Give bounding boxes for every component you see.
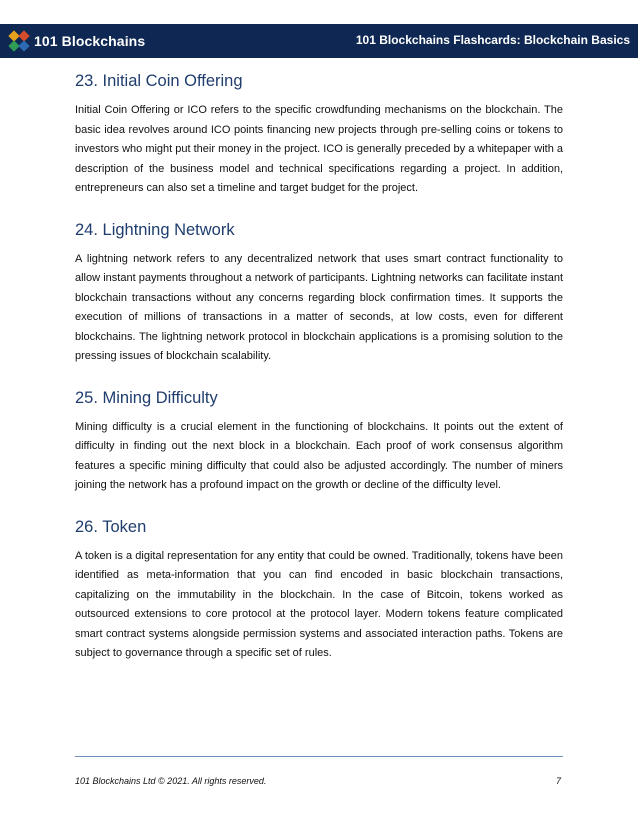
footer-divider bbox=[75, 756, 563, 757]
section-title: 26. Token bbox=[75, 517, 147, 536]
logo bbox=[8, 29, 145, 53]
footer-copyright: 101 Blockchains Ltd © 2021. All rights reserved. bbox=[75, 776, 267, 786]
section-body: A lightning network refers to any decentralized network that uses smart contract functionality to allow instant payments throughout a network of participants. Lightning networks can facilitate instant blockchain transactions without any concerns regarding block confirmation times. It supports the execution of millions of transactions in a matter of seconds, at low costs, even for different blockchains. The lightning network protocol in blockchain applications is a promising solution to the pressing issues of blockchain scalability. bbox=[75, 252, 563, 362]
header-title: 101 Blockchains Flashcards: Blockchain Basics bbox=[355, 33, 630, 47]
section-body: Mining difficulty is a crucial element in the functioning of blockchains. It points out the extent of difficulty in finding out the next block in a blockchain. Each proof of work consensus algorithm features a specific mining difficulty that could also be adjusted accordingly. The number of miners joining the network has a profound impact on the growth or decline of the difficulty level. bbox=[75, 420, 563, 491]
page-number: 7 bbox=[555, 776, 561, 786]
document-content bbox=[75, 72, 563, 686]
section-lightning-network bbox=[75, 221, 563, 367]
page-header bbox=[0, 24, 638, 58]
section-token bbox=[75, 518, 563, 664]
blockchain-logo-icon bbox=[8, 30, 30, 52]
section-mining-difficulty bbox=[75, 389, 563, 496]
logo-text: 101 Blockchains bbox=[34, 33, 146, 49]
section-title: 23. Initial Coin Offering bbox=[75, 72, 243, 90]
section-body: A token is a digital representation for any entity that could be owned. Traditionally, tokens have been identified as meta-information that you can find encoded in basic blockchain transactions, capitalizing on the immutability in the blockchain. In the case of Bitcoin, tokens worked as outsourced extensions to core protocol at the protocol layer. Modern tokens feature complicated smart contract systems alongside permission systems and associated interaction paths. Tokens are subject to governance through a specific set of rules. bbox=[75, 549, 563, 659]
section-title: 25. Mining Difficulty bbox=[75, 388, 218, 407]
section-title: 24. Lightning Network bbox=[75, 220, 235, 239]
section-initial-coin-offering bbox=[75, 72, 563, 199]
section-body: Initial Coin Offering or ICO refers to the specific crowdfunding mechanisms on the blockchain. The basic idea revolves around ICO points financing new projects through pre-selling coins or tokens to investors who might put their money in the project. ICO is generally preceded by a whitepaper with a description of the business model and technical specifications regarding a project. In addition, entrepreneurs can also set a timeline and target budget for the project. bbox=[75, 104, 563, 194]
